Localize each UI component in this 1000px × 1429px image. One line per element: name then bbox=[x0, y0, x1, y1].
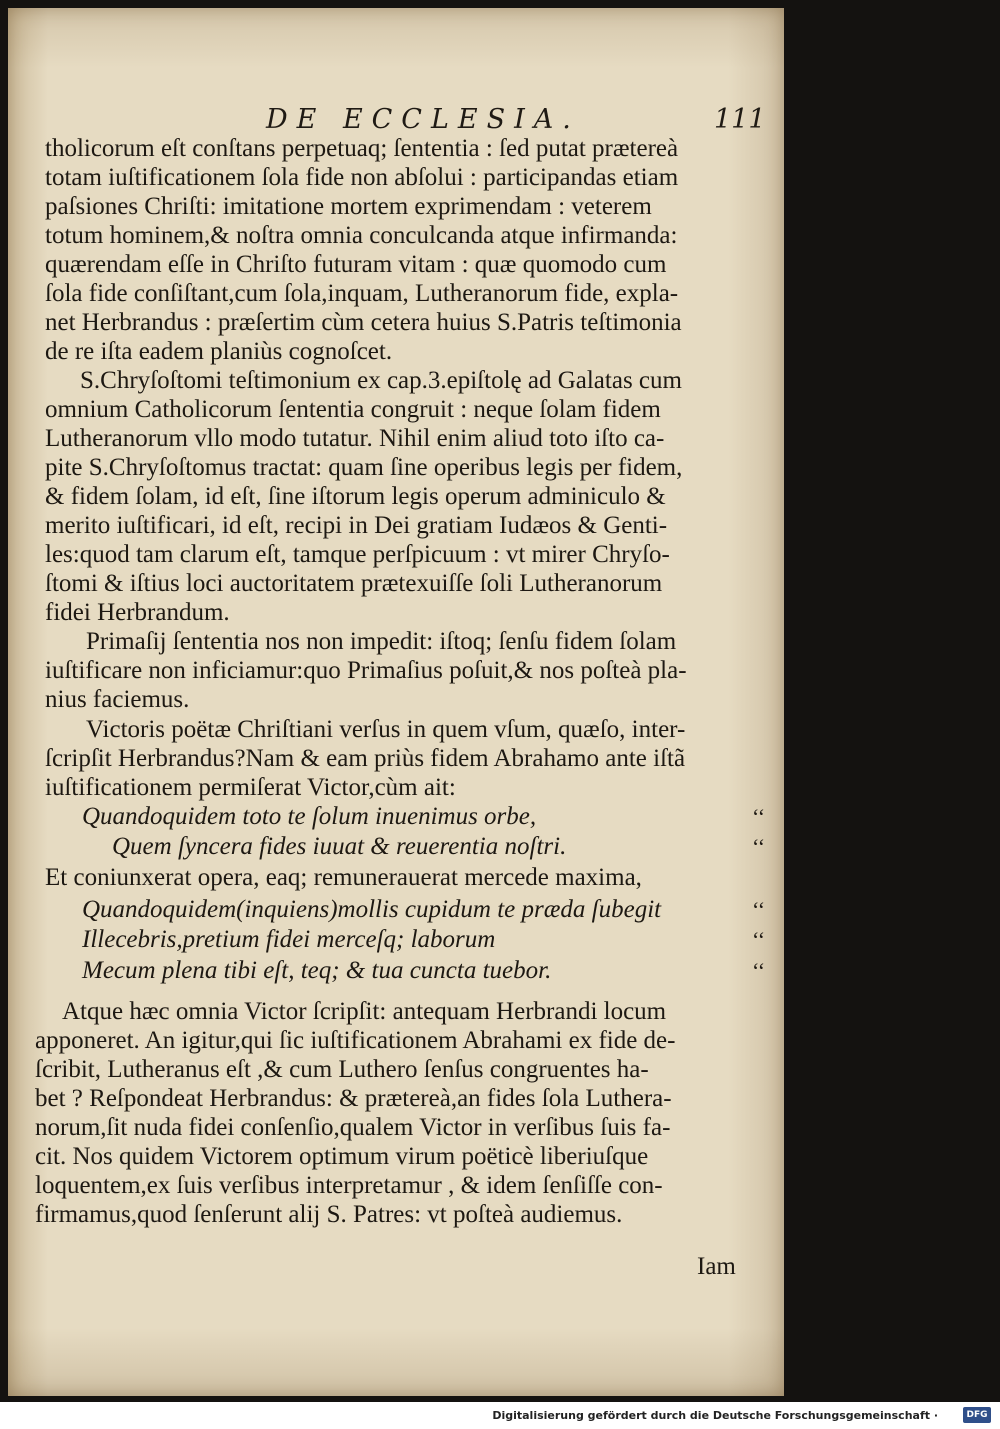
text-line: iuſtificare non inficiamur:quo Primaſius poſuit,& nos poſteà pla- bbox=[45, 657, 687, 684]
verse-line: Quem ſyncera fides iuuat & reuerentia noſtri. bbox=[112, 833, 567, 860]
text-line: Atque hæc omnia Victor ſcripſit: antequam Herbrandi locum bbox=[62, 998, 667, 1025]
text-line: nius faciemus. bbox=[45, 686, 190, 713]
text-line: paſsiones Chriſti: imitatione mortem exprimendam : veterem bbox=[45, 193, 652, 220]
text-line: net Herbrandus : præſertim cùm cetera huius S.Patris teſtimonia bbox=[45, 309, 682, 336]
quote-mark: ‘‘ bbox=[752, 927, 766, 952]
quote-mark: ‘‘ bbox=[752, 897, 766, 922]
text-line: Lutheranorum vllo modo tutatur. Nihil enim aliud toto iſto ca- bbox=[45, 425, 665, 452]
text-line: de re iſta eadem planiùs cognoſcet. bbox=[45, 338, 393, 365]
text-line: ſcripſit Herbrandus?Nam & eam priùs fidem Abrahamo ante iſtã bbox=[45, 745, 686, 772]
verse-line: Quandoquidem toto te ſolum inuenimus orbe, bbox=[82, 803, 537, 830]
text-line: omnium Catholicorum ſententia congruit : neque ſolam fidem bbox=[45, 396, 661, 423]
dfg-logo-icon: DFG bbox=[963, 1407, 991, 1423]
text-line: pite S.Chryſoſtomus tractat: quam ſine operibus legis per fidem, bbox=[45, 454, 683, 481]
text-line: ſtomi & iſtius loci auctoritatem prætexuiſſe ſoli Lutheranorum bbox=[45, 570, 663, 597]
text-line: tholicorum eſt conſtans perpetuaq; ſententia : ſed putat prætereà bbox=[45, 135, 679, 162]
running-title: DE ECCLESIA. bbox=[266, 104, 580, 135]
book-page bbox=[8, 8, 784, 1396]
text-line: norum,ſit nuda fidei conſenſio,qualem Victor in verſibus ſuis fa- bbox=[35, 1114, 671, 1141]
text-line: quærendam eſſe in Chriſto futuram vitam : quæ quomodo cum bbox=[45, 251, 667, 278]
text-line: ſola fide conſiſtant,cum ſola,inquam, Lutheranorum fide, expla- bbox=[45, 280, 679, 307]
verse-line: Illecebris,pretium fidei merceſq; laborum bbox=[82, 926, 496, 953]
text-line: merito iuſtificari, id eſt, recipi in Dei gratiam Iudæos & Genti- bbox=[45, 512, 668, 539]
page-number: 111 bbox=[714, 104, 766, 135]
text-line: cit. Nos quidem Victorem optimum virum poëticè liberiuſque bbox=[35, 1143, 649, 1170]
text-line: firmamus,quod ſenſerunt alij S. Patres: vt poſteà audiemus. bbox=[35, 1201, 623, 1228]
text-line: ſcribit, Lutheranus eſt ,& cum Luthero ſenſus congruentes ha- bbox=[35, 1056, 649, 1083]
text-line: Primaſij ſententia nos non impedit: iſtoq; ſenſu fidem ſolam bbox=[86, 628, 677, 655]
text-line: fidei Herbrandum. bbox=[45, 599, 230, 626]
text-line: les:quod tam clarum eſt, tamque perſpicuum : vt mirer Chryſo- bbox=[45, 541, 670, 568]
text-line: S.Chryſoſtomi teſtimonium ex cap.3.epiſtolę ad Galatas cum bbox=[80, 367, 682, 394]
text-line: totum hominem,& noſtra omnia conculcanda atque infirmanda: bbox=[45, 222, 678, 249]
quote-mark: ‘‘ bbox=[752, 834, 766, 859]
text-line: Et coniunxerat opera, eaq; remunerauerat mercede maxima, bbox=[45, 864, 642, 891]
verse-line: Mecum plena tibi eſt, teq; & tua cuncta tuebor. bbox=[82, 957, 552, 984]
text-line: apponeret. An igitur,qui ſic iuſtificationem Abrahami ex fide de- bbox=[35, 1027, 676, 1054]
text-line: loquentem,ex ſuis verſibus interpretamur , & idem ſenſiſſe con- bbox=[35, 1172, 663, 1199]
text-line: & fidem ſolam, id eſt, ſine iſtorum legis operum adminiculo & bbox=[45, 483, 666, 510]
dfg-credit: Digitalisierung gefördert durch die Deutsche Forschungsgemeinschaft · bbox=[492, 1409, 938, 1422]
text-line: Victoris poëtæ Chriſtiani verſus in quem vſum, quæſo, inter- bbox=[86, 716, 686, 743]
text-line: iuſtificationem permiſerat Victor,cùm ait: bbox=[45, 774, 456, 801]
text-line: bet ? Reſpondeat Herbrandus: & prætereà,an fides ſola Luthera- bbox=[35, 1085, 672, 1112]
verse-line: Quandoquidem(inquiens)mollis cupidum te præda ſubegit bbox=[82, 896, 662, 923]
quote-mark: ‘‘ bbox=[752, 804, 766, 829]
text-line: totam iuſtificationem ſola fide non abſolui : participandas etiam bbox=[45, 164, 679, 191]
catchword: Iam bbox=[697, 1253, 736, 1280]
quote-mark: ‘‘ bbox=[752, 958, 766, 983]
